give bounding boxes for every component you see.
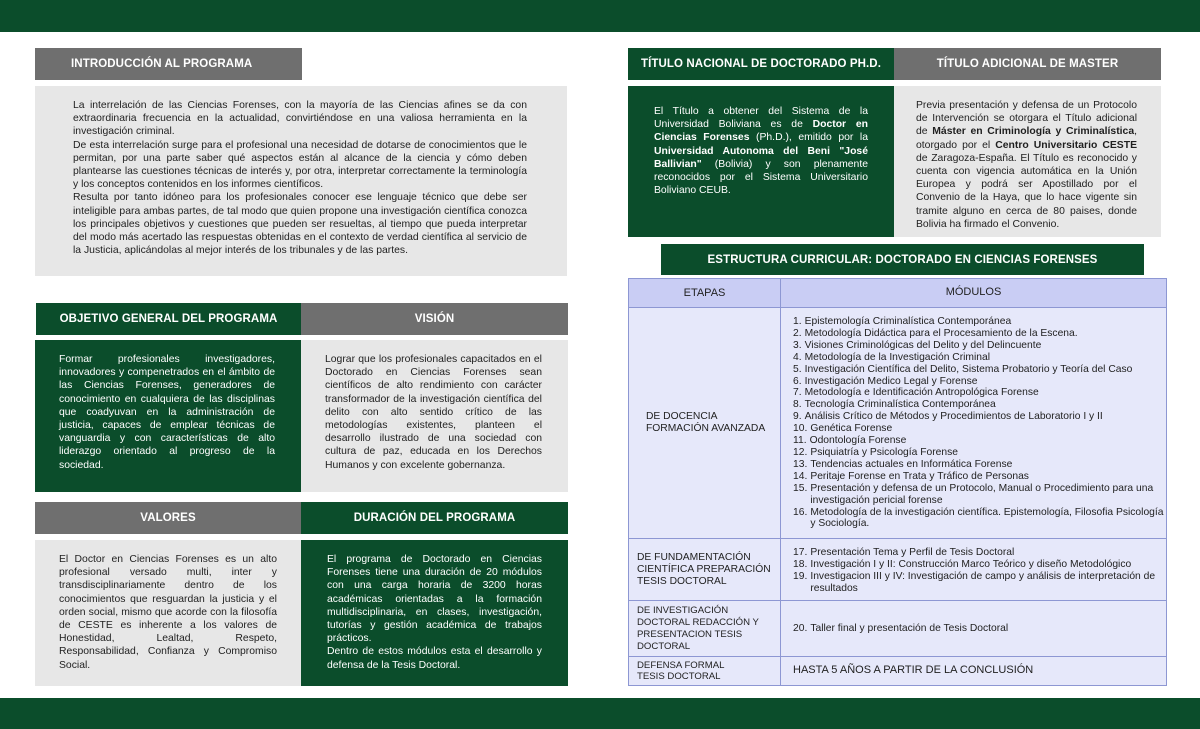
curriculum-header-row: [629, 279, 1166, 307]
module-name: Presentación Tema y Perfil de Tesis Doctoral: [810, 547, 1015, 558]
module-number: 18.: [793, 558, 808, 570]
module-name: HASTA 5 AÑOS A PARTIR DE LA CONCLUSIÓN: [793, 664, 1034, 677]
module-item: [793, 376, 1166, 388]
titulo-phd-body: [628, 86, 894, 237]
objetivo-title-text: OBJETIVO GENERAL DEL PROGRAMA: [59, 313, 278, 325]
etapa-cell: DE FUNDAMENTACIÓN CIENTÍFICA PREPARACIÓN TESIS DOCTORAL: [629, 539, 781, 600]
module-number: 13.: [793, 458, 808, 470]
vision-title: [301, 303, 568, 335]
module-item: [793, 547, 1166, 559]
module-name: Tecnología Criminalística Contemporánea: [804, 399, 996, 411]
modulos-list: [793, 665, 1033, 677]
etapa-cell: DEFENSA FORMAL TESIS DOCTORAL: [629, 657, 781, 685]
module-item: [793, 571, 1166, 595]
titulo-master-body: [894, 86, 1161, 237]
curriculum-table: [628, 278, 1167, 686]
intro-paragraph-1: La interrelación de las Ciencias Forenses, con la mayoría de las Ciencias afines se da con extraordinaria frecuencia en la actualidad, convirtiéndose en una valiosa herramienta en la investigación criminal.: [73, 100, 527, 138]
module-number: 19.: [793, 570, 808, 582]
duracion-paragraph-1: El programa de Doctorado en Ciencias Forenses tiene una duración de 20 módulos con una carga horaria de 3200 horas académicas orientadas a la formación multidisciplinaria, en clases, investigación, tutorías y gestión académica de trabajos prácticos.: [327, 554, 542, 645]
module-name: Taller final y presentación de Tesis Doctoral: [810, 622, 1009, 634]
intro-title-text: INTRODUCCIÓN AL PROGRAMA: [71, 58, 253, 70]
module-item: [793, 623, 1008, 635]
titulo-phd-text-3: (Bolivia) y son plenamente reconocidos por el Sistema Universitario Boliviano CEUB.: [654, 158, 868, 197]
titulo-master-title: [894, 48, 1161, 80]
column-header-modulos: MÓDULOS: [945, 286, 1002, 299]
bottom-banner: [0, 698, 1200, 729]
module-item: [793, 447, 1166, 459]
module-number: 2.: [793, 327, 802, 339]
module-name: Odontología Forense: [809, 435, 907, 447]
table-row: [629, 538, 1166, 600]
module-number: 9.: [793, 411, 802, 423]
module-name: Investigación Medico Legal y Forense: [804, 375, 978, 387]
module-item: [793, 423, 1166, 435]
titulo-phd-text-2: (Ph.D.), emitido por la: [749, 132, 869, 144]
titulo-phd-degree: Doctor en Ciencias Forenses: [654, 119, 868, 144]
module-item: [793, 411, 1166, 423]
modulos-cell: [781, 308, 1166, 538]
vision-text: Lograr que los profesionales capacitados en el Doctorado en Ciencias Forenses sean científicos de alto rendimiento con carácter transformador de la investigación científica del delito con alto sentido crítico de las metodologías existentes, planteen el desarrollo ilustrado de una sociedad con cultura de paz, educada en los Derechos Humanos y con excelente gobernanza.: [325, 354, 542, 471]
module-item: [793, 459, 1166, 471]
module-item: [793, 471, 1166, 483]
modulos-list: [793, 316, 1166, 530]
table-row: [629, 656, 1166, 685]
modulos-list: [793, 547, 1166, 595]
module-name: Epistemología Criminalística Contemporánea: [804, 316, 1012, 327]
module-name: Metodología e Identificación Antropológica Forense: [804, 387, 1039, 399]
modulos-list: [793, 623, 1008, 635]
module-number: 6.: [793, 375, 802, 387]
intro-body: [35, 86, 567, 276]
module-item: [793, 352, 1166, 364]
module-number: 20.: [793, 622, 808, 634]
valores-text: El Doctor en Ciencias Forenses es un alto profesional versado multi, inter y transdisciplinariamente dentro de los conocimientos que resguardan la justicia y el orden social, mismo que acorde con la filosofía de CESTE es inherente a los valores de Honestidad, Lealtad, Respeto, Responsabilidad, Confianza y Compromiso Social.: [59, 554, 277, 671]
module-item: [793, 665, 1033, 677]
titulo-phd-title: [628, 48, 894, 80]
module-number: 8.: [793, 399, 802, 411]
module-number: 10.: [793, 423, 808, 435]
module-item: [793, 328, 1166, 340]
duracion-title-text: DURACIÓN DEL PROGRAMA: [353, 512, 516, 524]
module-name: Investigación I y II: Construcción Marco Teórico y diseño Metodológico: [810, 558, 1132, 570]
titulo-master-degree: Máster en Criminología y Criminalística: [932, 126, 1135, 138]
objetivo-title: [36, 303, 301, 335]
intro-paragraph-3: Resulta por tanto idóneo para los profesionales conocer ese lenguaje técnico que debe ser inteligible para ambas partes, de tal modo que quien propone una investigación científica conozca los principales objetivos y cuestiones que pueden ser resueltas, al tiempo que pueda interpretar del modo más acertado las respuestas obtenidas en el contexto de verdad científica al servicio de la Justicia, aplicándolas al mejor interés de los tribunales y de las partes.: [73, 192, 527, 257]
titulo-master-title-text: TÍTULO ADICIONAL DE MASTER: [936, 58, 1119, 70]
module-item: [793, 559, 1166, 571]
duracion-paragraph-2: Dentro de estos módulos esta el desarrollo y defensa de la Tesis Doctoral.: [327, 646, 542, 671]
module-item: [793, 316, 1166, 328]
intro-paragraph-2: De esta interrelación surge para el profesional una necesidad de dotarse de conocimientos que le permitan, por una parte saber qué aspectos están al alcance de la ciencia y cómo deben plantearse las cuestiones técnicas de interés y, por otra, interpretar correctamente la terminología y los conceptos contenidos en los informes científicos.: [73, 139, 527, 191]
etapa-cell: DE DOCENCIA FORMACIÓN AVANZADA: [629, 308, 781, 538]
module-item: [793, 435, 1166, 447]
column-header-etapas: ETAPAS: [629, 279, 781, 307]
module-number: 11.: [793, 435, 807, 447]
module-number: 7.: [793, 387, 802, 399]
module-number: 14.: [793, 470, 808, 482]
titulo-master-text-1: Previa presentación y defensa de un Protocolo de Intervención se otorgara el Título adicional de: [916, 100, 1137, 138]
valores-body: [35, 540, 301, 686]
titulo-phd-text: [654, 105, 868, 197]
module-item: [793, 387, 1166, 399]
vision-body: [301, 340, 568, 492]
module-item: [793, 340, 1166, 352]
module-item: [793, 399, 1166, 411]
titulo-master-center: Centro Universitario CESTE: [995, 139, 1137, 151]
module-name: Metodología de la Investigación Criminal: [804, 351, 991, 363]
module-name: Investigacion III y IV: Investigación de campo y análisis de interpretación de resultados: [810, 570, 1156, 594]
module-item: [793, 364, 1166, 376]
module-name: Psiquiatría y Psicología Forense: [810, 446, 958, 458]
titulo-phd-title-text: TÍTULO NACIONAL DE DOCTORADO PH.D.: [640, 58, 881, 70]
module-number: 4.: [793, 351, 802, 363]
modulos-cell: [781, 539, 1166, 600]
modulos-cell: [781, 657, 1166, 685]
intro-title: [35, 48, 302, 80]
vision-title-text: VISIÓN: [414, 313, 455, 325]
module-number: 17.: [793, 547, 808, 558]
modulos-cell: [781, 601, 1166, 656]
estructura-title-text: ESTRUCTURA CURRICULAR: DOCTORADO EN CIENCIAS FORENSES: [707, 253, 1098, 266]
duracion-title: [301, 502, 568, 534]
estructura-title: [661, 244, 1144, 275]
titulo-master-text-2: , otorgado por el: [916, 126, 1137, 151]
table-row: [629, 600, 1166, 656]
module-number: 15.: [793, 482, 808, 494]
valores-title: [35, 502, 301, 534]
module-item: [793, 483, 1166, 507]
titulo-phd-text-1: El Título a obtener del Sistema de la Universidad Boliviana es de: [654, 106, 868, 131]
module-name: Metodología Didáctica para el Procesamiento de la Escena.: [804, 327, 1078, 339]
module-name: Investigación Científica del Delito, Sistema Probatorio y Teoría del Caso: [804, 363, 1133, 375]
titulo-phd-university: Universidad Autonoma del Beni "José Ballivian": [654, 145, 868, 170]
module-name: Metodología de la investigación científica. Epistemología, Filosofia Psicología y Sociología.: [810, 506, 1164, 530]
module-name: Visiones Criminológicas del Delito y del Delincuente: [804, 339, 1042, 351]
module-name: Peritaje Forense en Trata y Tráfico de Personas: [810, 470, 1029, 482]
module-number: 1.: [793, 316, 802, 327]
titulo-master-text-3: de Zaragoza-España. El Título es reconocido y cuenta con vigencia automática en la Unión Europea y podrá ser Apostillado por el Convenio de la Haya, que lo hace vigente sin tramite alguno en cerca de 80 paises, donde Bolivia ha firmado el Convenio.: [916, 152, 1137, 230]
module-name: Genética Forense: [810, 423, 893, 435]
duracion-body: [301, 540, 568, 686]
etapa-cell: DE INVESTIGACIÓN DOCTORAL REDACCIÓN Y PRESENTACION TESIS DOCTORAL: [629, 601, 781, 656]
module-number: 3.: [793, 339, 802, 351]
table-row: [629, 307, 1166, 538]
module-name: Tendencias actuales en Informática Forense: [810, 458, 1013, 470]
objetivo-body: [35, 340, 301, 492]
module-item: [793, 507, 1166, 531]
valores-title-text: VALORES: [140, 512, 196, 524]
module-name: Análisis Crítico de Métodos y Procedimientos de Laboratorio I y II: [804, 411, 1103, 423]
module-name: Presentación y defensa de un Protocolo, Manual o Procedimiento para una investigación pericial forense: [810, 482, 1154, 506]
module-number: 5.: [793, 363, 802, 375]
module-number: 12.: [793, 446, 808, 458]
objetivo-text: Formar profesionales investigadores, innovadores y compenetrados en el ámbito de las Ciencias Forenses, generadores de conocimiento en cualquiera de las disciplinas que coadyuvan en la administración de justicia, capaces de emplear técnicas de vanguardia y con características de alto liderazgo orientado al progreso de la sociedad.: [59, 354, 275, 471]
top-banner: [0, 0, 1200, 32]
module-number: 16.: [793, 506, 808, 518]
titulo-master-text: [916, 99, 1137, 231]
